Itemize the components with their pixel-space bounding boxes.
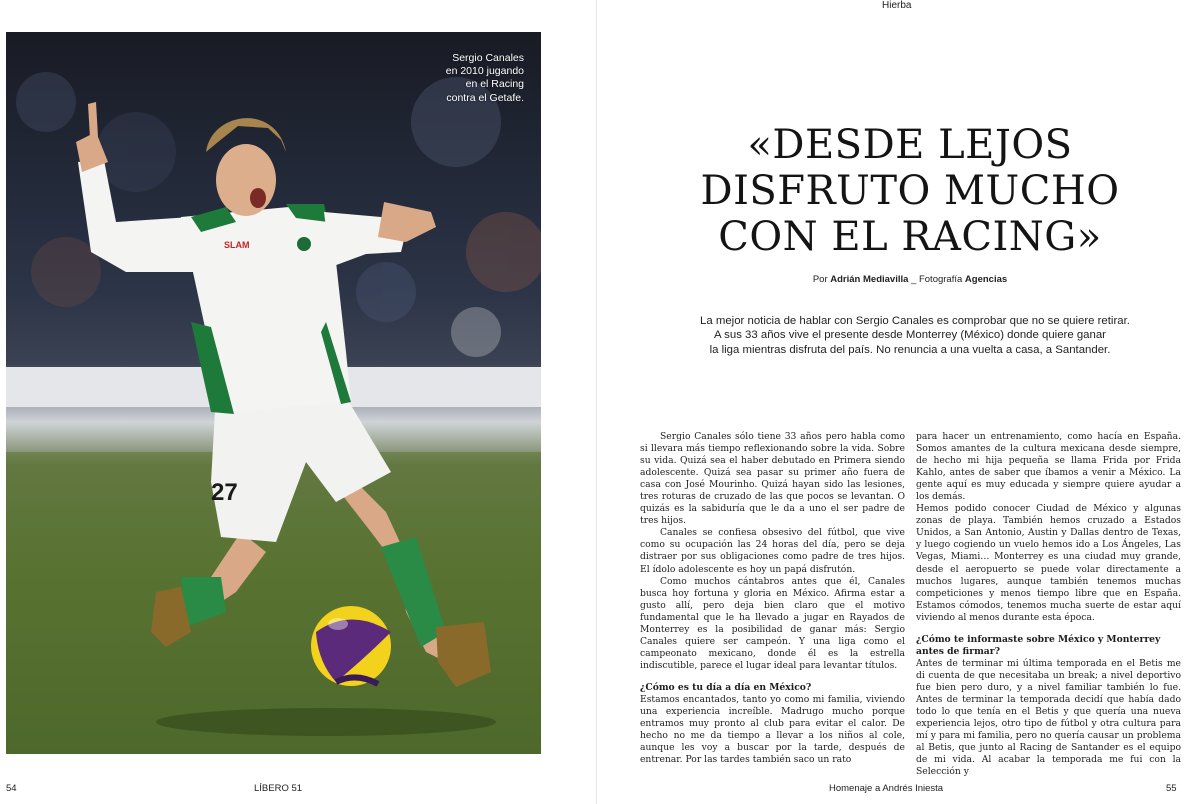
spread-gutter bbox=[596, 0, 597, 804]
byline-photo-credit: Agencias bbox=[964, 274, 1008, 285]
photo-caption bbox=[404, 52, 524, 105]
headline-line: CON EL RACING» bbox=[718, 214, 1102, 260]
lead-paragraph bbox=[700, 314, 1130, 357]
byline-separator: _ Fotografía bbox=[911, 274, 963, 285]
section-footer: Homenaje a Andrés Iniesta bbox=[829, 783, 944, 794]
page-number-left: 54 bbox=[6, 783, 17, 794]
body-paragraph: Como muchos cántabros antes que él, Canales busca hoy fortuna y gloria en México. Afirma estar a gusto allí, pero deja bien claro que el motivo fundamental que le ha llevado a jugar en Rayados de Monterrey es la posibilidad de ganar más: Sergio Canales quiere ser campeón. Y una liga como el campeonato mexicano, donde él es la estrella indiscutible, parece el lugar ideal para levantar títulos. bbox=[640, 575, 905, 671]
section-label: Hierba bbox=[882, 0, 912, 11]
magazine-issue: LÍBERO 51 bbox=[254, 783, 303, 794]
football bbox=[311, 606, 391, 686]
interview-question: ¿Cómo es tu día a día en México? bbox=[640, 681, 812, 693]
player-illustration bbox=[6, 32, 541, 754]
head bbox=[216, 144, 276, 216]
caption-line: en 2010 jugando bbox=[445, 65, 524, 78]
byline bbox=[640, 274, 1180, 285]
body-paragraph: para hacer un entrenamiento, como hacía en España. Somos amantes de la cultura mexicana desde siempre, de hecho mi hija pequeña se llama Frida por Frida Kahlo, antes de saber que íbamos a venir a México. La gente aquí es muy educada y siempre quiere ayudar a los demás. bbox=[916, 431, 1181, 503]
player-photo bbox=[6, 32, 541, 754]
interview-question: ¿Cómo te informaste sobre México y Monterrey antes de firmar? bbox=[916, 633, 1161, 657]
caption-line: contra el Getafe. bbox=[446, 91, 524, 104]
interview-answer: Estamos encantados, tanto yo como mi familia, viviendo una experiencia increíble. Madrugo mucho porque entramos muy pronto al club para evitar el calor. De hecho no me da tiempo a llevar a los niños al cole, aunque les voy a buscar por la tarde, después de entrenar. Por las tardes también saco un rato bbox=[640, 693, 905, 766]
headline-line: DISFRUTO MUCHO bbox=[700, 168, 1120, 214]
caption-line: en el Racing bbox=[465, 78, 524, 91]
club-crest bbox=[297, 237, 311, 251]
body-column-right bbox=[916, 431, 1181, 778]
interview-answer: Antes de terminar mi última temporada en el Betis me di cuenta de que necesitaba un break; a nivel deportivo fue bien pero duro, y a nivel familiar también lo fue. Antes de terminar la temporada decidí que había dado todo lo que tenía en el Betis y que quería una nueva experiencia lejos, otro tipo de fútbol y otra cultura para mí y para mi familia, pero no quería causar un problema al Betis, que junto al Racing de Santander es el equipo de mi vida. Al acabar la temporada me fui con la Selección y bbox=[916, 657, 1181, 778]
lead-line: la liga mientras disfruta del país. No renuncia a una vuelta a casa, a Santander. bbox=[709, 343, 1111, 356]
lead-line: A sus 33 años vive el presente desde Monterrey (México) donde quiere ganar bbox=[714, 329, 1106, 342]
body-column-left bbox=[640, 431, 905, 766]
sponsor-logo: SLAM bbox=[224, 240, 250, 250]
raised-finger bbox=[88, 102, 98, 138]
lead-line: La mejor noticia de hablar con Sergio Canales es comprobar que no se quiere retirar. bbox=[700, 315, 1130, 327]
headline-line: «DESDE LEJOS bbox=[747, 122, 1073, 168]
body-paragraph: Sergio Canales sólo tiene 33 años pero habla como si llevara más tiempo reflexionando sobre la vida. Sobre su vida. Quizá sea el haber debutado en Primera siendo adolescente. Quizá sea pasar su primer año fuera de casa con José Mourinho. Quizá hayan sido las lesiones, tres roturas de cruzado de las que pocos se levantan. O quizás es la sabiduría que le da a uno el ser padre de tres hijos. bbox=[640, 431, 905, 527]
body-paragraph: Canales se confiesa obsesivo del fútbol, que vive como su ocupación las 24 horas del día, pero se deja distraer por sus obligaciones como padre de tres hijos. El ídolo adolescente es hoy un papá disfrutón. bbox=[640, 527, 905, 575]
page-number-right: 55 bbox=[1166, 783, 1177, 794]
body-paragraph: Hemos podido conocer Ciudad de México y algunas zonas de playa. También hemos cruzado a Estados Unidos, a San Antonio, Austin y Dallas dentro de Texas, y luego cogiendo un vuelo hemos ido a Los Ángeles, Las Vegas, Miami… Monterrey es una ciudad muy grande, desde el aeropuerto se puede volar directamente a muchos lugares, aunque también tenemos muchas competiciones y menos tiempo libre que en España. Estamos cómodos, tenemos mucha suerte de estar aquí viviendo al menos durante esta época. bbox=[916, 503, 1181, 623]
byline-por: Por bbox=[812, 274, 828, 285]
shirt-number: 27 bbox=[211, 479, 238, 506]
byline-author: Adrián Mediavilla bbox=[830, 274, 909, 285]
headline bbox=[640, 122, 1180, 260]
caption-line: Sergio Canales bbox=[452, 52, 524, 64]
